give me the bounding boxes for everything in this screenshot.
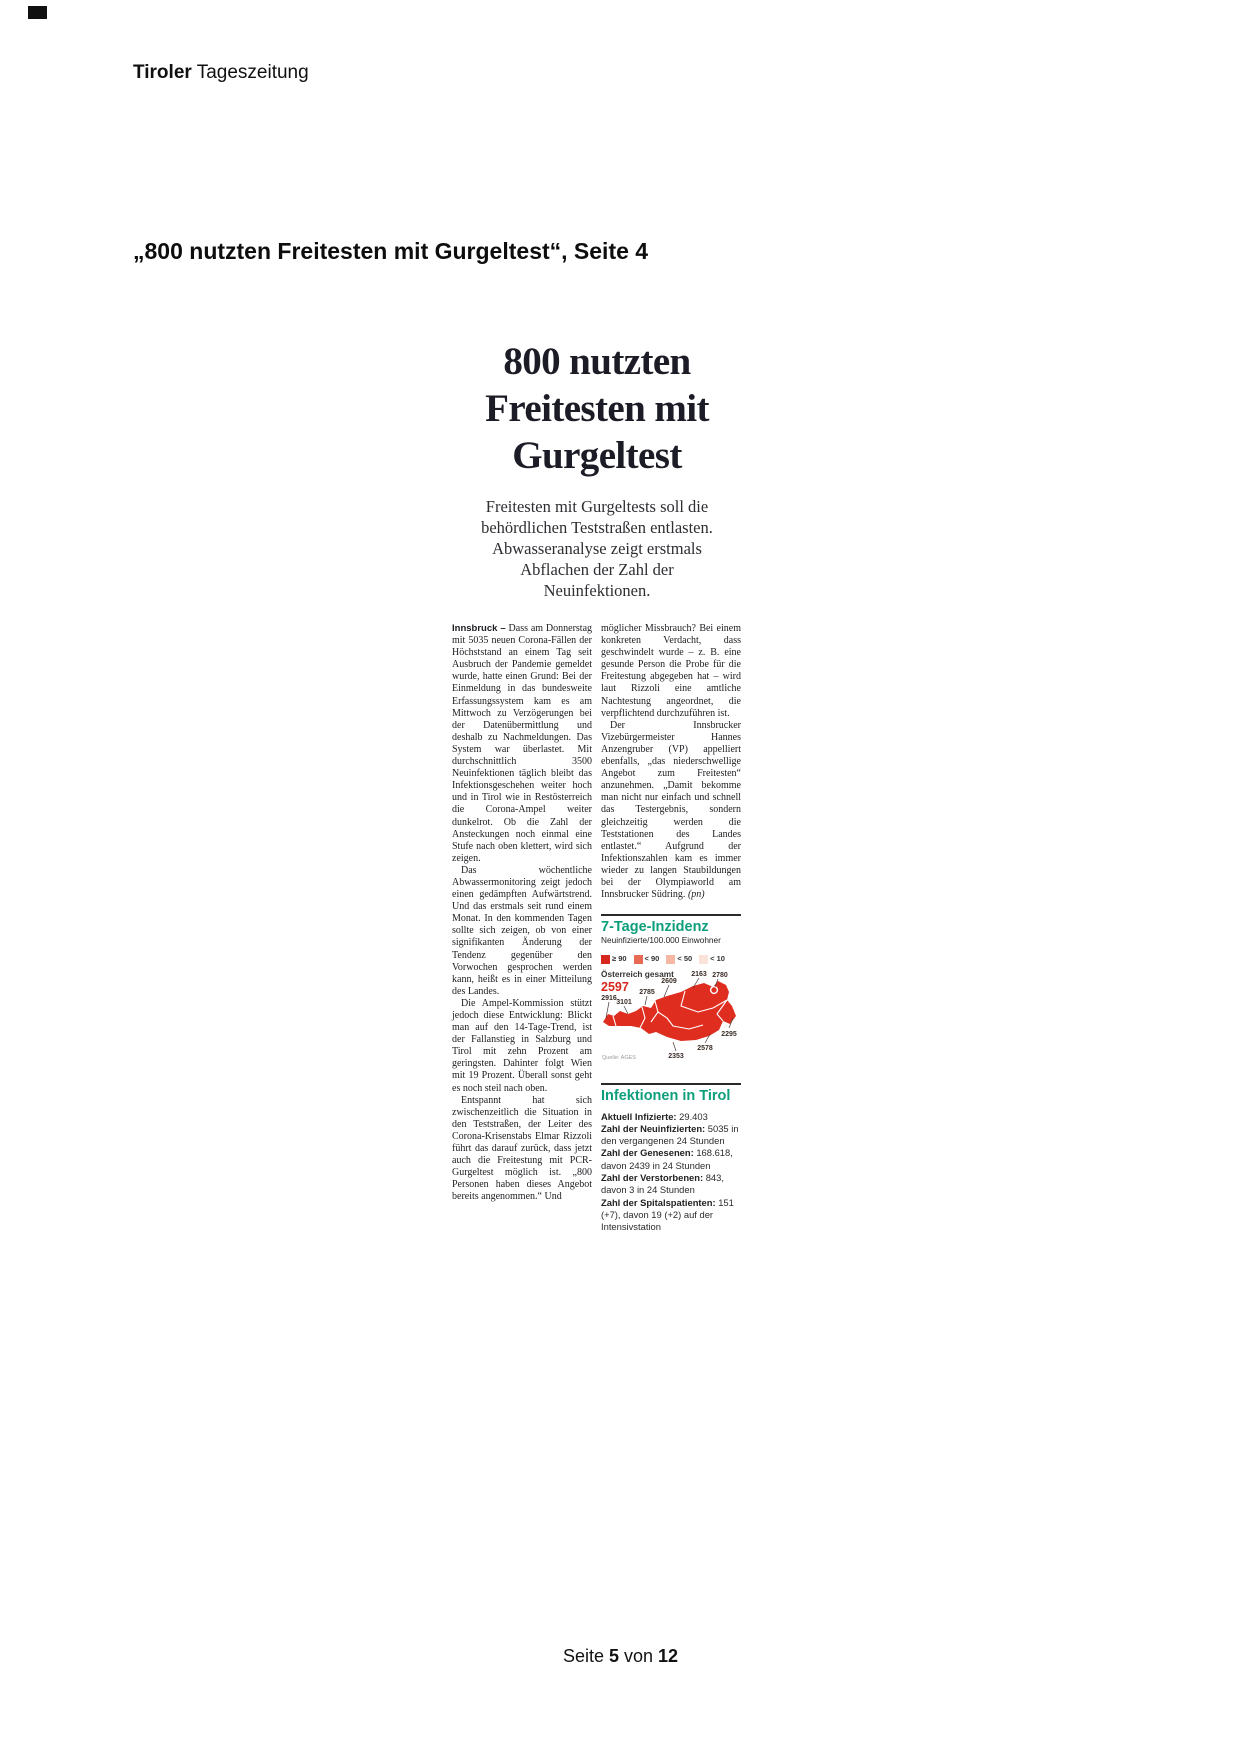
- stat-value: 843, davon 3 in 24 Stunden: [601, 1172, 724, 1196]
- publication-name-bold: Tiroler: [133, 62, 192, 83]
- stat-genesene: [601, 1147, 741, 1172]
- tirol-stats: [601, 1111, 741, 1234]
- stat-value: 151 (+7), davon 19 (+2) auf der Intensivstation: [601, 1196, 734, 1233]
- stat-label: Aktuell Infizierte:: [601, 1110, 677, 1122]
- region-value-salzburg: 2785: [639, 989, 655, 997]
- page-number: [0, 1646, 1241, 1667]
- region-value-burgenland: 2295: [721, 1031, 737, 1039]
- stat-spitalspatienten: [601, 1197, 741, 1234]
- region-value-wien: 2780: [712, 972, 728, 980]
- legend-item: [699, 953, 725, 965]
- paragraph-text: Der Innsbrucker Vizebürgermeister Hannes Anzengruber (VP) appelliert ebenfalls, „das niederschwellige Angebot zum Freitesten“ anzunehmen. „Damit bekomme man nicht nur einfach und schnell das Testergebnis, sondern gleichzeitig werden die Teststationen des Landes entlastet.“ Aufgrund der Infektionszahlen kam es immer wieder zu langen Staubildungen bei der Olympiaworld am Innsbrucker Südring.: [601, 719, 741, 901]
- map-source: Quelle: AGES: [602, 1055, 636, 1062]
- region-value-kaernten: 2353: [668, 1053, 684, 1061]
- region-value-vorarlberg: 2916: [601, 995, 617, 1003]
- page-number-prefix: Seite: [562, 1646, 609, 1666]
- publication-name-rest: Tageszeitung: [191, 62, 309, 83]
- legend-swatch-ge90: [601, 955, 610, 964]
- austria-incidence-map: [601, 970, 741, 1070]
- stat-label: Zahl der Verstorbenen:: [601, 1172, 704, 1184]
- legend-swatch-lt10: [699, 955, 708, 964]
- paragraph: Entspannt hat sich zwischenzeitlich die Situation in den Teststraßen, der Leiter des Corona-Krisenstabs Elmar Rizzoli führt das darauf zurück, dass jetzt auch die Freitestung mit PCR-Gurgeltest möglich ist. „800 Personen haben dieses Angebot bereits angenommen.“ Und: [452, 1094, 592, 1203]
- publication-name: [133, 62, 309, 84]
- legend-label: ≥ 90: [612, 954, 627, 964]
- page-number-total: 12: [658, 1646, 679, 1666]
- scan-artifact: [28, 6, 47, 19]
- legend-item: [601, 953, 627, 965]
- region-value-niederoesterreich: 2163: [691, 971, 707, 979]
- document-headline: „800 nutzten Freitesten mit Gurgeltest“, Seite 4: [133, 238, 649, 264]
- paragraph: Die Ampel-Kommission stützt jedoch diese Entwicklung: Blickt man auf den 14-Tage-Trend, ist der Fallanstieg in Salzburg und Tirol mit zehn Prozent am geringsten. Dahinter folgt Wien mit 19 Prozent. Überall sonst geht es noch steil nach oben.: [452, 997, 592, 1094]
- paragraph: [452, 623, 592, 865]
- callout-line: [645, 996, 647, 1005]
- stat-value: 5035 in den vergangenen 24 Stunden: [601, 1122, 739, 1147]
- region-value-oberoesterreich: 2609: [661, 978, 677, 986]
- article-headline-line-1: 800 nutzten: [503, 340, 691, 383]
- legend-label: < 90: [644, 954, 660, 964]
- stat-label: Zahl der Genesenen:: [601, 1147, 694, 1159]
- paragraph: möglicher Missbrauch? Bei einem konkreten Verdacht, dass geschwindelt wurde – z. B. eine gesunde Person die Probe für die Freitestung abgegeben hat – wird laut Rizzoli eine amtliche Nachtestung angeordnet, die verpflichtend durchzuführen ist.: [601, 623, 741, 719]
- austria-total-label: Österreich gesamt: [601, 969, 674, 980]
- legend-item: [666, 953, 692, 965]
- article-body: [452, 623, 742, 1234]
- infographic-subtitle: Neuinfizierte/100.000 Einwohner: [601, 935, 721, 946]
- newspaper-clipping: [452, 338, 742, 1234]
- article-column-left: [452, 623, 592, 1234]
- article-subhead: Freitesten mit Gurgeltests soll die behördlichen Teststraßen entlasten. Abwasseranalyse zeigt erstmals Abflachen der Zahl der Neuinfektionen.: [481, 497, 713, 600]
- divider: [601, 914, 741, 916]
- austria-total-value: 2597: [601, 979, 629, 994]
- infographic-title: 7-Tage-Inzidenz: [601, 919, 709, 936]
- divider: [601, 1083, 741, 1085]
- incidence-legend: [601, 953, 741, 965]
- stat-value: 168.618, davon 2439 in 24 Stunden: [601, 1147, 733, 1171]
- legend-swatch-lt50: [666, 955, 675, 964]
- legend-label: < 10: [710, 954, 725, 964]
- paragraph: [601, 720, 741, 901]
- stat-neuinfizierte: [601, 1123, 741, 1148]
- stat-value: 29.403: [676, 1110, 708, 1122]
- stat-verstorbene: [601, 1172, 741, 1197]
- page-number-current: 5: [608, 1646, 619, 1666]
- legend-swatch-lt90: [634, 955, 643, 964]
- page-number-middle: von: [618, 1646, 659, 1666]
- stat-label: Zahl der Spitalspatienten:: [601, 1196, 716, 1208]
- callout-line: [673, 1042, 676, 1051]
- tirol-box-title: Infektionen in Tirol: [601, 1088, 731, 1105]
- dateline: Innsbruck –: [452, 623, 506, 634]
- region-value-tirol: 3101: [616, 999, 632, 1007]
- article-headline-line-3: Gurgeltest: [512, 434, 682, 477]
- article-headline: [452, 338, 742, 479]
- austria-total: [601, 968, 674, 992]
- article-headline-line-2: Freitesten mit: [485, 387, 709, 430]
- legend-label: < 50: [677, 954, 693, 964]
- author-credit: (pn): [687, 889, 705, 901]
- stat-label: Zahl der Neuinfizierten:: [601, 1122, 706, 1134]
- region-value-steiermark: 2578: [697, 1045, 713, 1053]
- article-column-right: [601, 623, 741, 1234]
- paragraph-text: Dass am Donnerstag mit 5035 neuen Corona-Fällen der Höchststand an einem Tag seit Ausbruch der Pandemie gemeldet wurde, hatte einen Grund: Bei der Einmeldung in das bundesweite Erfassungssystem kam es am Mittwoch zu Verzögerungen bei der Datenübermittlung und deshalb zu Nachmeldungen. Das System war überlastet. Mit durchschnittlich 3500 Neuinfektionen täglich bleibt das Infektionsgeschehen weiter hoch und in Tirol wie in Restösterreich die Corona-Ampel weiter dunkelrot. Ob die Zahl der Ansteckungen noch einmal eine Stufe nach oben klettert, wird sich zeigen.: [452, 623, 593, 864]
- paragraph: Das wöchentliche Abwassermonitoring zeigt jedoch einen gedämpften Aufwärtstrend. Und das erstmals seit rund einem Monat. In den kommenden Tagen sollte sich zeigen, ob von einer signifikanten Änderung der Tendenz gegenüber den Vorwochen gesprochen werden kann, heißt es in einer Mitteilung des Landes.: [452, 864, 592, 997]
- stat-aktuell-infizierte: [601, 1111, 741, 1123]
- legend-item: [634, 953, 660, 965]
